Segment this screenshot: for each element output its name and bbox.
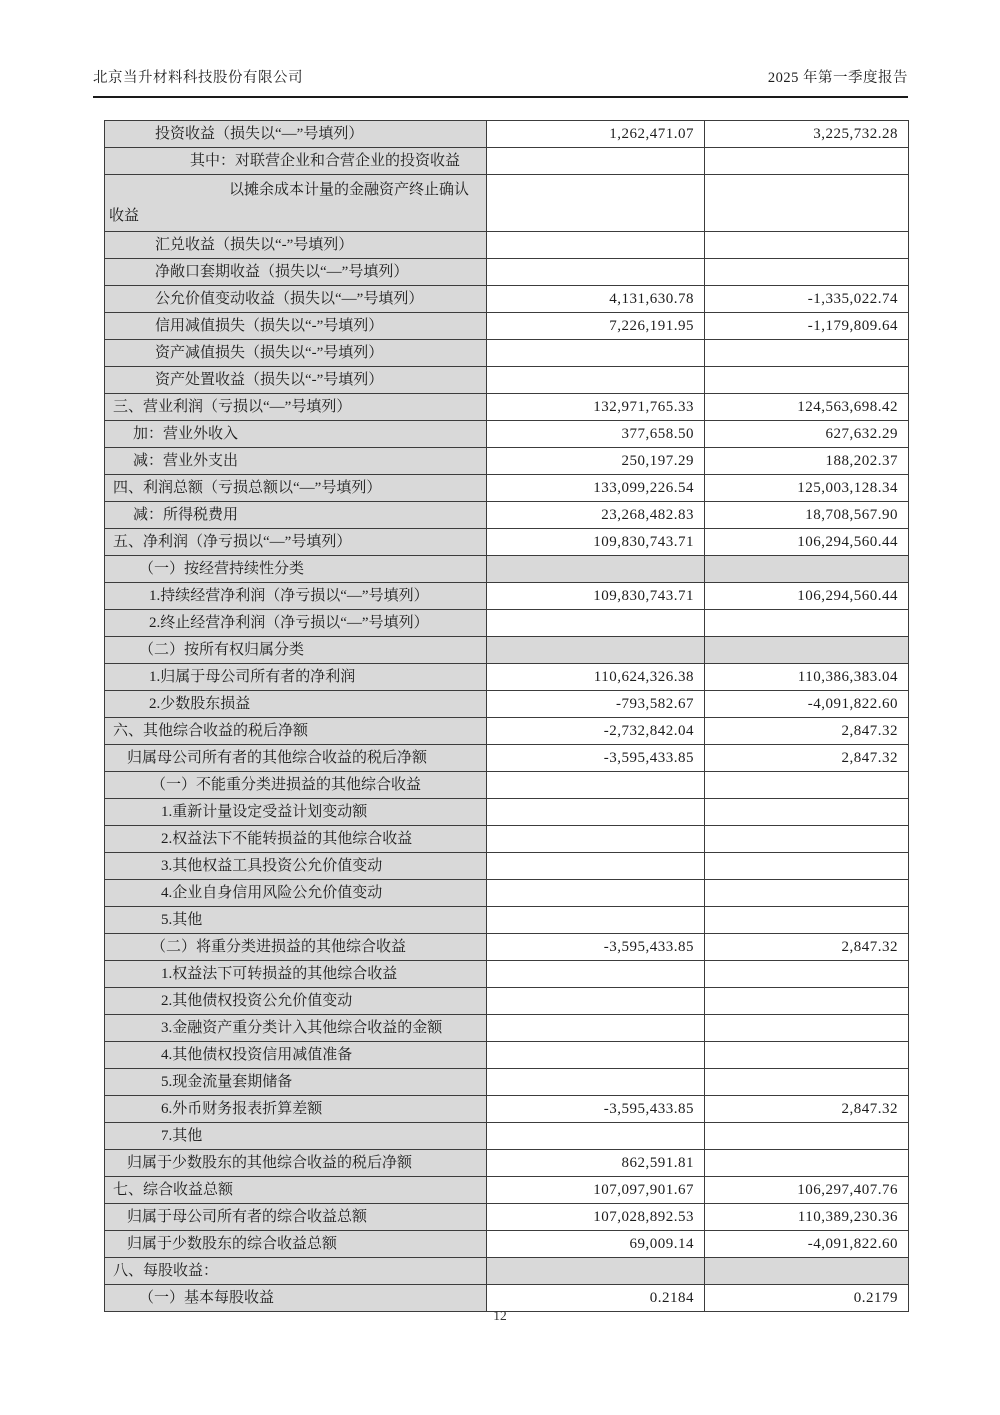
row-label-cell xyxy=(105,1123,487,1150)
value-prior-period xyxy=(705,1042,909,1069)
value-current-period: 0.2184 xyxy=(487,1285,705,1312)
table-row xyxy=(105,799,909,826)
row-label-cell xyxy=(105,1204,487,1231)
value-current-period: -3,595,433.85 xyxy=(487,934,705,961)
value-current-period: 107,028,892.53 xyxy=(487,1204,705,1231)
table-row xyxy=(105,1177,909,1204)
value-current-period: -3,595,433.85 xyxy=(487,1096,705,1123)
row-label-cell xyxy=(105,1231,487,1258)
row-label: 资产处置收益（损失以“-”号填列） xyxy=(155,372,384,388)
table-row xyxy=(105,475,909,502)
page-footer xyxy=(0,1308,1000,1324)
value-current-period: 110,624,326.38 xyxy=(487,664,705,691)
table-row xyxy=(105,1258,909,1285)
value-prior-period xyxy=(705,826,909,853)
table-row xyxy=(105,610,909,637)
row-label: 2.权益法下不能转损益的其他综合收益 xyxy=(161,831,413,847)
table-row xyxy=(105,556,909,583)
value-current-period xyxy=(487,367,705,394)
row-label: 信用减值损失（损失以“-”号填列） xyxy=(155,318,384,334)
value-current-period: 109,830,743.71 xyxy=(487,529,705,556)
value-prior-period xyxy=(705,961,909,988)
table-row xyxy=(105,934,909,961)
table-row xyxy=(105,1231,909,1258)
value-current-period: 7,226,191.95 xyxy=(487,313,705,340)
table-row xyxy=(105,1123,909,1150)
row-label: 1.归属于母公司所有者的净利润 xyxy=(149,669,356,685)
value-prior-period xyxy=(705,1015,909,1042)
value-current-period: -793,582.67 xyxy=(487,691,705,718)
table-row xyxy=(105,421,909,448)
value-current-period xyxy=(487,853,705,880)
table-row xyxy=(105,772,909,799)
table-row xyxy=(105,394,909,421)
value-prior-period: 188,202.37 xyxy=(705,448,909,475)
table-row xyxy=(105,853,909,880)
value-current-period xyxy=(487,1015,705,1042)
row-label-cell xyxy=(105,367,487,394)
row-label: 4.企业自身信用风险公允价值变动 xyxy=(161,885,383,901)
row-label-cell xyxy=(105,556,487,583)
row-label: 六、其他综合收益的税后净额 xyxy=(113,723,309,739)
row-label-cell xyxy=(105,175,487,232)
value-prior-period: -4,091,822.60 xyxy=(705,691,909,718)
value-prior-period: 0.2179 xyxy=(705,1285,909,1312)
row-label: 3.其他权益工具投资公允价值变动 xyxy=(161,858,383,874)
row-label-cell xyxy=(105,121,487,148)
value-prior-period: -1,335,022.74 xyxy=(705,286,909,313)
value-prior-period: 110,389,230.36 xyxy=(705,1204,909,1231)
row-label: 6.外币财务报表折算差额 xyxy=(161,1101,323,1117)
row-label-cell xyxy=(105,421,487,448)
row-label-cell xyxy=(105,448,487,475)
value-current-period: 250,197.29 xyxy=(487,448,705,475)
value-current-period: 107,097,901.67 xyxy=(487,1177,705,1204)
value-prior-period xyxy=(705,1123,909,1150)
value-current-period: 1,262,471.07 xyxy=(487,121,705,148)
row-label: （一）按经营持续性分类 xyxy=(139,561,305,577)
row-label-cell xyxy=(105,637,487,664)
row-label: 减：营业外支出 xyxy=(133,453,239,469)
row-label: 4.其他债权投资信用减值准备 xyxy=(161,1047,353,1063)
row-label-cell xyxy=(105,691,487,718)
row-label-cell xyxy=(105,880,487,907)
value-current-period xyxy=(487,232,705,259)
row-label-cell xyxy=(105,1069,487,1096)
row-label-cell xyxy=(105,1177,487,1204)
value-current-period xyxy=(487,772,705,799)
value-current-period: 69,009.14 xyxy=(487,1231,705,1258)
row-label: 3.金融资产重分类计入其他综合收益的金额 xyxy=(161,1020,443,1036)
table-row xyxy=(105,148,909,175)
table-row xyxy=(105,1150,909,1177)
row-label-cell xyxy=(105,961,487,988)
table-row xyxy=(105,1015,909,1042)
row-label: 五、净利润（净亏损以“—”号填列） xyxy=(113,534,352,550)
row-label: 2.少数股东损益 xyxy=(149,696,251,712)
value-current-period xyxy=(487,799,705,826)
value-current-period xyxy=(487,826,705,853)
table-row xyxy=(105,175,909,232)
row-label-cell xyxy=(105,259,487,286)
value-prior-period: 627,632.29 xyxy=(705,421,909,448)
row-label-cell xyxy=(105,1015,487,1042)
row-label-cell xyxy=(105,502,487,529)
row-label-cell xyxy=(105,907,487,934)
value-current-period: 23,268,482.83 xyxy=(487,502,705,529)
value-prior-period xyxy=(705,259,909,286)
value-current-period xyxy=(487,259,705,286)
value-current-period: 4,131,630.78 xyxy=(487,286,705,313)
value-current-period xyxy=(487,556,705,583)
row-label-cell xyxy=(105,772,487,799)
table-row xyxy=(105,988,909,1015)
row-label: 加：营业外收入 xyxy=(133,426,239,442)
row-label: 1.权益法下可转损益的其他综合收益 xyxy=(161,966,398,982)
value-current-period xyxy=(487,907,705,934)
company-name: 北京当升材料科技股份有限公司 xyxy=(93,70,303,86)
value-prior-period xyxy=(705,853,909,880)
row-label: 三、营业利润（亏损以“—”号填列） xyxy=(113,399,352,415)
value-prior-period xyxy=(705,1258,909,1285)
value-prior-period xyxy=(705,637,909,664)
value-prior-period xyxy=(705,1150,909,1177)
value-current-period xyxy=(487,1258,705,1285)
value-prior-period xyxy=(705,772,909,799)
value-prior-period xyxy=(705,907,909,934)
row-label-cell xyxy=(105,583,487,610)
table-row xyxy=(105,583,909,610)
table-row xyxy=(105,1096,909,1123)
row-label: 四、利润总额（亏损总额以“—”号填列） xyxy=(113,480,382,496)
value-prior-period xyxy=(705,232,909,259)
row-label: 七、综合收益总额 xyxy=(113,1182,234,1198)
value-prior-period: 2,847.32 xyxy=(705,934,909,961)
value-prior-period: 2,847.32 xyxy=(705,718,909,745)
value-current-period xyxy=(487,610,705,637)
value-current-period xyxy=(487,340,705,367)
table-row xyxy=(105,232,909,259)
row-label-cell xyxy=(105,529,487,556)
table-row xyxy=(105,502,909,529)
table-row xyxy=(105,637,909,664)
row-label-cell xyxy=(105,718,487,745)
value-prior-period xyxy=(705,880,909,907)
table-row xyxy=(105,1069,909,1096)
row-label: 汇兑收益（损失以“-”号填列） xyxy=(155,237,354,253)
value-current-period: 132,971,765.33 xyxy=(487,394,705,421)
row-label: 净敞口套期收益（损失以“—”号填列） xyxy=(155,264,409,280)
table-row xyxy=(105,529,909,556)
value-prior-period xyxy=(705,148,909,175)
value-current-period xyxy=(487,1042,705,1069)
table-row xyxy=(105,1042,909,1069)
row-label-cell xyxy=(105,1042,487,1069)
row-label: 2.终止经营净利润（净亏损以“—”号填列） xyxy=(149,615,429,631)
value-current-period: 862,591.81 xyxy=(487,1150,705,1177)
row-label-cell xyxy=(105,1150,487,1177)
row-label: （一）不能重分类进损益的其他综合收益 xyxy=(151,777,422,793)
row-label-cell xyxy=(105,286,487,313)
row-label-cell xyxy=(105,148,487,175)
row-label: 1.持续经营净利润（净亏损以“—”号填列） xyxy=(149,588,429,604)
table-row xyxy=(105,745,909,772)
value-prior-period: 124,563,698.42 xyxy=(705,394,909,421)
row-label-cell xyxy=(105,799,487,826)
table-row xyxy=(105,286,909,313)
table-row xyxy=(105,448,909,475)
row-label: 5.现金流量套期储备 xyxy=(161,1074,293,1090)
value-current-period xyxy=(487,961,705,988)
table-row xyxy=(105,907,909,934)
row-label: （二）将重分类进损益的其他综合收益 xyxy=(151,939,407,955)
row-label: 归属于母公司所有者的综合收益总额 xyxy=(127,1209,368,1225)
row-label: 1.重新计量设定受益计划变动额 xyxy=(161,804,368,820)
row-label: （一）基本每股收益 xyxy=(139,1290,275,1306)
value-prior-period xyxy=(705,340,909,367)
row-label: 减：所得税费用 xyxy=(133,507,239,523)
income-statement-table xyxy=(104,120,909,1312)
value-current-period xyxy=(487,148,705,175)
value-prior-period: 106,294,560.44 xyxy=(705,583,909,610)
value-prior-period xyxy=(705,988,909,1015)
table-row xyxy=(105,880,909,907)
row-label-cell xyxy=(105,853,487,880)
value-current-period xyxy=(487,988,705,1015)
value-prior-period: 2,847.32 xyxy=(705,745,909,772)
value-current-period: 377,658.50 xyxy=(487,421,705,448)
table-row xyxy=(105,961,909,988)
value-prior-period xyxy=(705,610,909,637)
value-prior-period: 106,297,407.76 xyxy=(705,1177,909,1204)
table-row xyxy=(105,121,909,148)
value-current-period xyxy=(487,637,705,664)
row-label: 公允价值变动收益（损失以“—”号填列） xyxy=(155,291,424,307)
row-label-cell xyxy=(105,664,487,691)
row-label: 5.其他 xyxy=(161,912,203,928)
table-row xyxy=(105,691,909,718)
value-prior-period xyxy=(705,799,909,826)
value-prior-period: 125,003,128.34 xyxy=(705,475,909,502)
row-label: 归属于少数股东的综合收益总额 xyxy=(127,1236,338,1252)
table-row xyxy=(105,367,909,394)
page-header xyxy=(93,66,908,98)
row-label-cell xyxy=(105,1258,487,1285)
row-label: （二）按所有权归属分类 xyxy=(139,642,305,658)
row-label-cell xyxy=(105,340,487,367)
row-label-cell xyxy=(105,745,487,772)
row-label-cell xyxy=(105,232,487,259)
row-label: 归属母公司所有者的其他综合收益的税后净额 xyxy=(127,750,428,766)
report-title: 2025 年第一季度报告 xyxy=(767,70,908,86)
value-current-period xyxy=(487,175,705,232)
value-current-period xyxy=(487,1123,705,1150)
row-label-cell xyxy=(105,475,487,502)
row-label-cell xyxy=(105,610,487,637)
row-label-cell xyxy=(105,394,487,421)
value-current-period xyxy=(487,1069,705,1096)
row-label: 其中：对联营企业和合营企业的投资收益 xyxy=(190,153,461,169)
value-prior-period: 2,847.32 xyxy=(705,1096,909,1123)
value-prior-period xyxy=(705,367,909,394)
table-row xyxy=(105,826,909,853)
table-row xyxy=(105,718,909,745)
row-label-cell xyxy=(105,1096,487,1123)
row-label-cell xyxy=(105,313,487,340)
row-label: 2.其他债权投资公允价值变动 xyxy=(161,993,353,1009)
value-prior-period xyxy=(705,556,909,583)
value-prior-period: -4,091,822.60 xyxy=(705,1231,909,1258)
table-row xyxy=(105,340,909,367)
row-label: 投资收益（损失以“—”号填列） xyxy=(155,126,364,142)
value-current-period: -2,732,842.04 xyxy=(487,718,705,745)
value-prior-period: -1,179,809.64 xyxy=(705,313,909,340)
value-current-period: 133,099,226.54 xyxy=(487,475,705,502)
table-row xyxy=(105,313,909,340)
value-prior-period: 3,225,732.28 xyxy=(705,121,909,148)
value-current-period xyxy=(487,880,705,907)
value-current-period: 109,830,743.71 xyxy=(487,583,705,610)
value-prior-period: 106,294,560.44 xyxy=(705,529,909,556)
value-current-period: -3,595,433.85 xyxy=(487,745,705,772)
row-label-cell xyxy=(105,934,487,961)
row-label: 八、每股收益： xyxy=(113,1263,219,1279)
row-label: 7.其他 xyxy=(161,1128,203,1144)
value-prior-period: 110,386,383.04 xyxy=(705,664,909,691)
table-row xyxy=(105,259,909,286)
row-label-cell xyxy=(105,826,487,853)
row-label: 资产减值损失（损失以“-”号填列） xyxy=(155,345,384,361)
page-number: 12 xyxy=(493,1308,507,1323)
value-prior-period xyxy=(705,1069,909,1096)
value-prior-period: 18,708,567.90 xyxy=(705,502,909,529)
table-row xyxy=(105,1204,909,1231)
row-label-cell xyxy=(105,988,487,1015)
table-row xyxy=(105,664,909,691)
value-prior-period xyxy=(705,175,909,232)
row-label: 以摊余成本计量的金融资产终止确认收益 xyxy=(109,182,470,224)
row-label: 归属于少数股东的其他综合收益的税后净额 xyxy=(127,1155,413,1171)
